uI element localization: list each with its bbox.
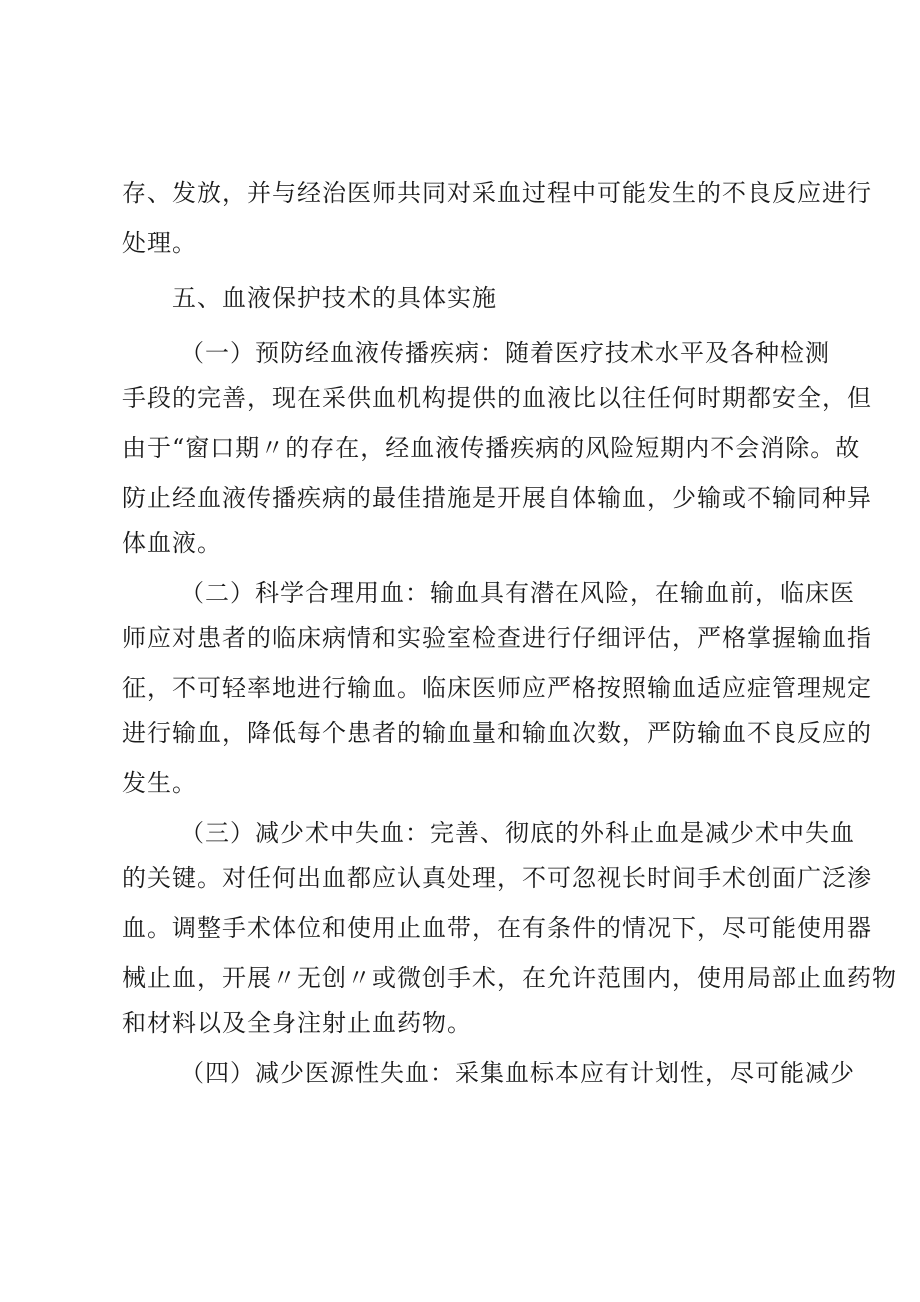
text-line: （四）减少医源性失血：采集血标本应有计划性，尽可能减少 xyxy=(180,1059,855,1087)
text-line: 防止经血液传播疾病的最佳措施是开展自体输血，少输或不输同种异 xyxy=(122,484,872,512)
text-line: 处理。 xyxy=(122,229,197,257)
text-line: 由于“窗口期〃的存在，经血液传播疾病的风险短期内不会消除。故 xyxy=(122,434,861,462)
text-line: 进行输血，降低每个患者的输血量和输血次数，严防输血不良反应的 xyxy=(122,719,872,747)
text-line: 和材料以及全身注射止血药物。 xyxy=(122,1009,472,1037)
text-line: （三）减少术中失血：完善、彻底的外科止血是减少术中失血 xyxy=(180,819,855,847)
text-line: 体血液。 xyxy=(122,529,222,557)
text-line: 械止血，开展〃无创〃或微创手术，在允许范围内，使用局部止血药物 xyxy=(122,964,897,992)
text-line: 师应对患者的临床病情和实验室检查进行仔细评估，严格掌握输血指 xyxy=(122,624,872,652)
text-line: （二）科学合理用血：输血具有潜在风险，在输血前，临床医 xyxy=(180,579,855,607)
text-line: （一）预防经血液传播疾病：随着医疗技术水平及各种检测 xyxy=(180,339,830,367)
text-line: 的关键。对任何出血都应认真处理，不可忽视长时间手术创面广泛渗 xyxy=(122,864,872,892)
text-line: 血。调整手术体位和使用止血带，在有条件的情况下，尽可能使用器 xyxy=(122,914,872,942)
text-line: 征，不可轻率地进行输血。临床医师应严格按照输血适应症管理规定 xyxy=(122,674,872,702)
text-line: 存、发放，并与经治医师共同对采血过程中可能发生的不良反应进行 xyxy=(122,179,872,207)
section-heading: 五、血液保护技术的具体实施 xyxy=(172,284,497,312)
text-line: 发生。 xyxy=(122,769,197,797)
text-line: 手段的完善，现在采供血机构提供的血液比以往任何时期都安全，但 xyxy=(122,384,872,412)
